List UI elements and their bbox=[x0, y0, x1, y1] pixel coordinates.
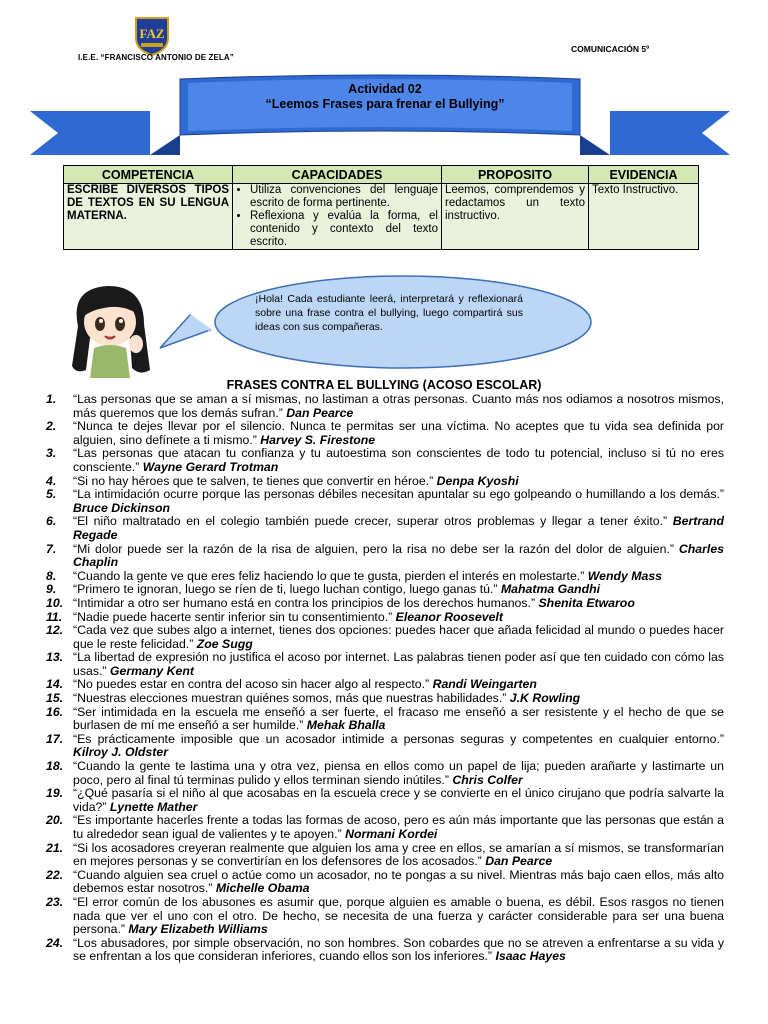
bubble-text: ¡Hola! Cada estudiante leerá, interpretará y reflexionará sobre una frase contra el bullying, luego compartirá sus ideas con sus compañeras. bbox=[255, 293, 523, 333]
quote-author: Isaac Hayes bbox=[495, 949, 566, 964]
quote-number: 23. bbox=[46, 894, 64, 909]
quote-author: Wendy Mass bbox=[587, 568, 663, 583]
school-name: I.E.E. “FRANCISCO ANTONIO DE ZELA” bbox=[78, 53, 234, 62]
quote-text: “Es importante hacerles frente a todas las formas de acoso, pero es aún más importante que las personas que están a tu alrededor sean igual de valientes y te apoyen.” bbox=[73, 813, 724, 841]
quote-author: Harvey S. Firestone bbox=[260, 432, 376, 447]
quote-author: Normani Kordei bbox=[345, 827, 438, 841]
quote-author: Mary Elizabeth Williams bbox=[128, 922, 268, 937]
quote-item bbox=[40, 543, 724, 570]
quote-author: Kilroy J. Oldster bbox=[73, 745, 168, 760]
quote-author: Germany Kent bbox=[109, 663, 194, 678]
logo-text: FAZ bbox=[139, 26, 165, 41]
quote-text: “Cuando alguien sea cruel o actúe como un acosador, no te pongas a su nivel. Mientras más bajo caen ellos, más alto debemos estar nosotros.” bbox=[73, 867, 724, 896]
quote-item bbox=[40, 420, 724, 447]
quote-item bbox=[40, 515, 724, 542]
quote-text: “Nadie puede hacerte sentir inferior sin tu consentimiento.” bbox=[73, 609, 393, 624]
quote-item bbox=[40, 706, 724, 733]
table-header-row bbox=[64, 166, 699, 184]
banner-title bbox=[190, 82, 580, 111]
quote-author: Eleanor Roosevelt bbox=[395, 609, 503, 624]
quotes-list bbox=[40, 393, 724, 964]
quote-number: 3. bbox=[46, 446, 57, 461]
quote-item bbox=[40, 597, 724, 611]
quote-text: “Las personas que atacan tu confianza y tu autoestima son conscientes de todo tu potencial, incluso si tú no eres consciente.” bbox=[73, 446, 724, 474]
quote-number: 22. bbox=[46, 867, 64, 882]
evidencia-cell: Texto Instructivo. bbox=[589, 184, 699, 250]
quote-number: 7. bbox=[46, 541, 57, 556]
quote-text: “Ser intimidada en la escuela me enseñó a ser fuerte, el fracaso me enseñó a ser resistente y el hecho de que se burlasen de mí me enseñó a ser humilde.” bbox=[73, 704, 724, 733]
quote-number: 11. bbox=[46, 609, 63, 624]
capacidad-item: • Reflexiona y evalúa la forma, el contenido y contexto del texto escrito. bbox=[250, 210, 438, 249]
quote-author: Chris Colfer bbox=[452, 772, 523, 787]
activity-subtitle: “Leemos Frases para frenar el Bullying” bbox=[265, 97, 505, 111]
quote-author: J.K Rowling bbox=[509, 691, 581, 706]
quote-text: “Cuando la gente ve que eres feliz haciendo lo que te gusta, pierden el interés en molestarte.” bbox=[73, 568, 585, 583]
quote-text: “El niño maltratado en el colegio también puede crecer, superar otros problemas y llegar a tener éxito.” bbox=[73, 514, 668, 529]
quote-item bbox=[40, 488, 724, 515]
quote-number: 5. bbox=[46, 487, 57, 502]
quote-text: “¿Qué pasaría si el niño al que acosabas en la escuela crece y se convierte en el único cirujano que podría salvarte la vida?” bbox=[73, 786, 724, 814]
quote-item bbox=[40, 393, 724, 420]
quote-item bbox=[40, 678, 724, 692]
quote-text: “El error común de los abusones es asumir que, porque alguien es amable o buena, es débil. Esos rasgos no tienen nada que ver el uno con el otro. De hecho, se necesita de una fuerza y carácter considerable para ser una buena persona.” bbox=[73, 894, 724, 937]
quote-text: “Mi dolor puede ser la razón de la risa de alguien, pero la risa no debe ser la razón del dolor de alguien.” bbox=[73, 541, 674, 556]
quote-author: Bruce Dickinson bbox=[73, 500, 171, 515]
quote-item bbox=[40, 611, 724, 625]
quote-author: Randi Weingarten bbox=[432, 677, 537, 692]
quote-text: “Nuestras elecciones muestran quiénes somos, más que nuestras habilidades.” bbox=[73, 691, 507, 706]
quote-item bbox=[40, 583, 724, 597]
quote-text: “Los abusadores, por simple observación, no son hombres. Son cobardes que no se atreven a enfrentarse a su vida y se enfrentan a los que consideran inferiores, cuando ellos son los inferiores.” bbox=[73, 935, 724, 964]
quote-number: 15. bbox=[46, 691, 64, 706]
quote-author: Lynette Mather bbox=[109, 799, 198, 814]
quote-text: “Intimidar a otro ser humano está en contra los principios de los derechos humanos.” bbox=[73, 595, 536, 610]
quote-number: 8. bbox=[46, 568, 57, 583]
quote-author: Bertrand Regade bbox=[73, 514, 724, 542]
quote-text: “La libertad de expresión no justifica el acoso por internet. Las palabras tienen poder así que ten cuidado con cómo las usas.” bbox=[73, 650, 724, 678]
school-logo bbox=[134, 16, 170, 56]
header-proposito: PROPOSITO bbox=[442, 166, 589, 184]
quote-item bbox=[40, 447, 724, 474]
quote-item bbox=[40, 842, 724, 869]
quote-number: 16. bbox=[46, 704, 64, 719]
competencia-cell: ESCRIBE DIVERSOS TIPOS DE TEXTOS EN SU LENGUA MATERNA. bbox=[64, 184, 233, 250]
subject-label: COMUNICACIÓN 5º bbox=[571, 44, 650, 54]
quote-text: “Nunca te dejes llevar por el silencio. Nunca te permitas ser una víctima. No aceptes que tu vida sea definida por alguien, sino defínete a ti mismo.” bbox=[73, 419, 724, 447]
quote-author: Zoe Sugg bbox=[196, 636, 253, 651]
table-row bbox=[64, 184, 699, 250]
quote-text: “Cada vez que subes algo a internet, tienes dos opciones: puedes hacer que añada felicidad al mundo o puedes hacer que le reste felicidad.” bbox=[73, 623, 724, 651]
quote-text: “Las personas que se aman a sí mismas, no lastiman a otras personas. Cuanto más nos odiamos a nosotros mismos, más queremos que los demás sufran.” bbox=[73, 392, 724, 420]
quote-text: “Si los acosadores creyeran realmente que alguien los ama y cree en ellos, se amarían a sí mismos, se transformarían en mejores personas y se convertirían en los defensores de los acosados.” bbox=[73, 840, 724, 869]
quote-number: 17. bbox=[46, 731, 64, 746]
quote-item bbox=[40, 624, 724, 651]
quote-text: “No puedes estar en contra del acoso sin hacer algo al respecto.” bbox=[73, 677, 430, 692]
capacidad-item: • Utiliza convenciones del lenguaje escrito de forma pertinente. bbox=[250, 184, 438, 210]
quote-number: 9. bbox=[46, 582, 57, 597]
quote-number: 12. bbox=[46, 623, 64, 638]
quote-number: 18. bbox=[46, 759, 64, 774]
activity-title: Actividad 02 bbox=[348, 82, 422, 96]
quote-author: Wayne Gerard Trotman bbox=[142, 459, 279, 474]
quote-author: Shenita Etwaroo bbox=[538, 595, 635, 610]
quote-number: 10. bbox=[46, 595, 64, 610]
quote-number: 1. bbox=[46, 392, 57, 406]
quote-text: “Es prácticamente imposible que un acosador intimide a personas seguras y competentes en cualquier entorno.” bbox=[73, 731, 724, 746]
quote-number: 24. bbox=[46, 935, 64, 950]
quote-number: 2. bbox=[46, 419, 57, 434]
section-title: FRASES CONTRA EL BULLYING (ACOSO ESCOLAR) bbox=[226, 378, 542, 392]
quote-item bbox=[40, 869, 724, 896]
quote-item bbox=[40, 692, 724, 706]
quote-item bbox=[40, 787, 724, 814]
quote-author: Charles Chaplin bbox=[73, 541, 725, 570]
quote-item bbox=[40, 475, 724, 489]
quote-text: “Primero te ignoran, luego se ríen de ti, luego luchan contigo, luego ganas tú.” bbox=[73, 582, 498, 597]
quote-item bbox=[40, 760, 724, 787]
quote-number: 19. bbox=[46, 786, 64, 801]
quote-text: “Si no hay héroes que te salven, te tienes que convertir en héroe.” bbox=[73, 473, 434, 488]
quote-item bbox=[40, 651, 724, 678]
quote-item bbox=[40, 896, 724, 937]
quote-item bbox=[40, 814, 724, 841]
quote-item bbox=[40, 570, 724, 584]
header-capacidades: CAPACIDADES bbox=[233, 166, 442, 184]
quote-author: Michelle Obama bbox=[215, 881, 310, 896]
quote-number: 14. bbox=[46, 677, 64, 692]
quote-author: Denpa Kyoshi bbox=[436, 473, 519, 488]
quote-item bbox=[40, 937, 724, 964]
header-competencia: COMPETENCIA bbox=[64, 166, 233, 184]
header-evidencia: EVIDENCIA bbox=[589, 166, 699, 184]
quote-text: “La intimidación ocurre porque las personas débiles necesitan apuntalar su ego golpeando o humillando a los demás.” bbox=[73, 487, 724, 502]
quote-author: Mehak Bhalla bbox=[306, 718, 386, 733]
quote-number: 4. bbox=[46, 473, 57, 488]
quote-number: 21. bbox=[46, 840, 64, 855]
competency-table bbox=[63, 165, 699, 250]
quote-author: Dan Pearce bbox=[286, 405, 354, 420]
proposito-cell: Leemos, comprendemos y redactamos un texto instructivo. bbox=[442, 184, 589, 250]
quote-text: “Cuando la gente te lastima una y otra vez, piensa en ellos como un papel de lija; pueden arañarte y lastimarte un poco, pero al final tú terminas pulido y ellos terminan siendo inútiles.” bbox=[73, 759, 724, 787]
quote-item bbox=[40, 733, 724, 760]
quote-author: Mahatma Gandhi bbox=[500, 582, 601, 597]
capacidades-cell bbox=[233, 184, 442, 250]
quote-author: Dan Pearce bbox=[485, 854, 553, 869]
quote-number: 20. bbox=[46, 813, 64, 828]
quote-number: 13. bbox=[46, 650, 64, 665]
quote-number: 6. bbox=[46, 514, 57, 529]
